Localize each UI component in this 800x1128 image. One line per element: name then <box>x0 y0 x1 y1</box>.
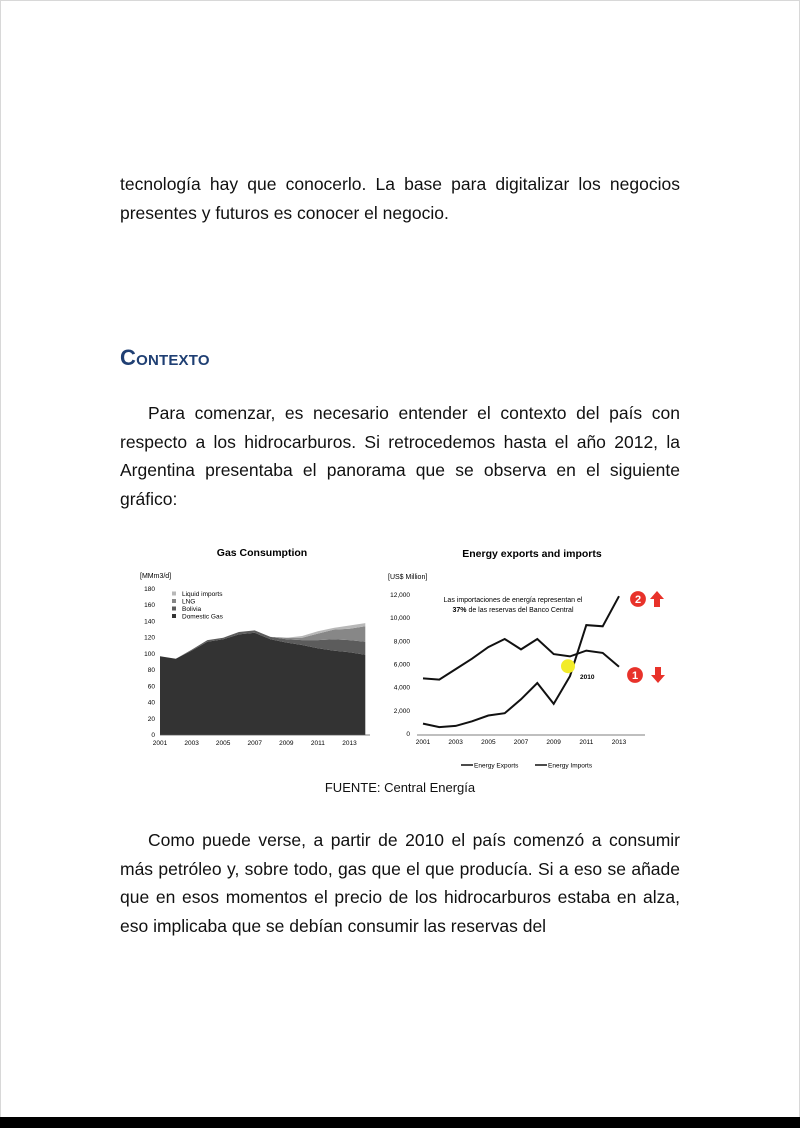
gas-y-tick-label: 80 <box>147 667 155 675</box>
gas-y-tick-label: 60 <box>147 683 155 691</box>
gas-y-tick-label: 40 <box>147 699 155 707</box>
gas-y-tick-label: 160 <box>144 602 155 610</box>
energy-chart-title: Energy exports and imports <box>462 548 602 560</box>
gas-y-tick-label: 120 <box>144 634 155 642</box>
energy-x-tick-label: 2007 <box>513 739 529 746</box>
gas-y-tick-label: 100 <box>144 650 155 658</box>
energy-note-line2 <box>452 607 573 614</box>
gas-legend-label: Liquid imports <box>182 591 223 598</box>
energy-chart-ylabel: [US$ Million] <box>388 574 428 581</box>
gas-chart-title: Gas Consumption <box>216 547 308 559</box>
energy-x-tick-label: 2001 <box>415 739 431 746</box>
energy-note-percent: 37% <box>452 607 467 614</box>
energy-line-energy-imports <box>423 596 619 727</box>
figure-caption: FUENTE: Central Energía <box>324 780 476 795</box>
energy-x-tick-label: 2011 <box>579 739 594 746</box>
gas-legend-label: Domestic Gas <box>182 613 223 621</box>
energy-note-line1: Las importaciones de energía representan el <box>443 597 583 604</box>
energy-y-tick-label: 8,000 <box>393 638 410 646</box>
energy-y-tick-label: 12,000 <box>390 592 410 599</box>
gas-consumption-chart <box>140 547 370 747</box>
gas-x-ticks <box>153 740 357 747</box>
energy-chart <box>388 548 665 770</box>
energy-x-tick-label: 2013 <box>611 739 627 746</box>
energy-x-tick-label: 2005 <box>481 739 496 746</box>
energy-y-tick-label: 6,000 <box>393 661 410 669</box>
intro-paragraph: tecnología hay que conocerlo. La base para digitalizar los negocios presentes y futuros es conocer el negocio. <box>120 174 680 223</box>
gas-x-tick-label: 2007 <box>247 740 262 747</box>
gas-x-tick-label: 2001 <box>152 740 168 747</box>
energy-y-ticks <box>390 592 410 738</box>
gas-chart-ylabel: [MMm3/d] <box>140 573 172 580</box>
energy-x-tick-label: 2003 <box>448 739 463 746</box>
badge-exports-number: 1 <box>631 670 639 682</box>
gas-x-tick-label: 2005 <box>215 740 231 747</box>
gas-legend <box>172 591 224 621</box>
gas-legend-label: LNG <box>182 598 196 606</box>
gas-y-tick-label: 20 <box>147 715 155 723</box>
gas-y-tick-label: 180 <box>144 586 155 593</box>
gas-legend-label: Bolivia <box>182 606 202 613</box>
energy-y-tick-label: 2,000 <box>393 707 410 715</box>
section-heading: Contexto <box>120 345 210 370</box>
gas-y-ticks <box>144 586 155 739</box>
crossover-highlight <box>561 659 575 673</box>
gas-x-tick-label: 2011 <box>310 740 325 747</box>
energy-legend-label: Energy Exports <box>474 762 519 770</box>
gas-legend-swatch <box>172 599 176 603</box>
gas-legend-swatch <box>172 592 176 596</box>
gas-x-tick-label: 2009 <box>279 740 294 747</box>
gas-x-tick-label: 2003 <box>184 740 199 747</box>
energy-x-tick-label: 2009 <box>546 739 561 746</box>
gas-legend-swatch <box>172 607 176 611</box>
badge-imports-number: 2 <box>634 594 642 606</box>
energy-lines <box>423 596 619 727</box>
arrow-down-icon <box>651 667 665 683</box>
energy-legend-label: Energy Imports <box>548 762 593 770</box>
bottom-bar <box>0 1117 800 1128</box>
crossover-year-label: 2010 <box>580 674 595 682</box>
energy-annotations <box>561 591 665 684</box>
arrow-up-icon <box>650 591 664 607</box>
body-paragraph-2: Como puede verse, a partir de 2010 el país comenzó a consumir más petróleo y, sobre todo, gas que el que producía. Si a eso se añade que en esos momentos el precio de los hidrocarburos estaba en alza, eso implicaba que se debían consumir las reservas del <box>120 830 680 936</box>
charts-svg <box>135 540 675 775</box>
energy-x-ticks <box>416 739 627 746</box>
gas-y-tick-label: 0 <box>151 732 155 739</box>
body-paragraph-1: Para comenzar, es necesario entender el contexto del país con respecto a los hidrocarburos. Si retrocedemos hasta el año 2012, la Argentina presentaba el panorama que se observa en el siguiente gráfico: <box>120 403 680 509</box>
figure <box>135 540 675 775</box>
energy-y-tick-label: 4,000 <box>393 684 410 692</box>
gas-y-tick-label: 140 <box>144 618 155 626</box>
energy-y-tick-label: 10,000 <box>390 615 410 623</box>
gas-areas <box>160 623 365 735</box>
gas-legend-swatch <box>172 614 176 618</box>
energy-y-tick-label: 0 <box>406 731 410 738</box>
gas-x-tick-label: 2013 <box>342 740 357 747</box>
energy-note-rest: de las reservas del Banco Central <box>466 607 574 614</box>
energy-legend <box>461 763 593 770</box>
